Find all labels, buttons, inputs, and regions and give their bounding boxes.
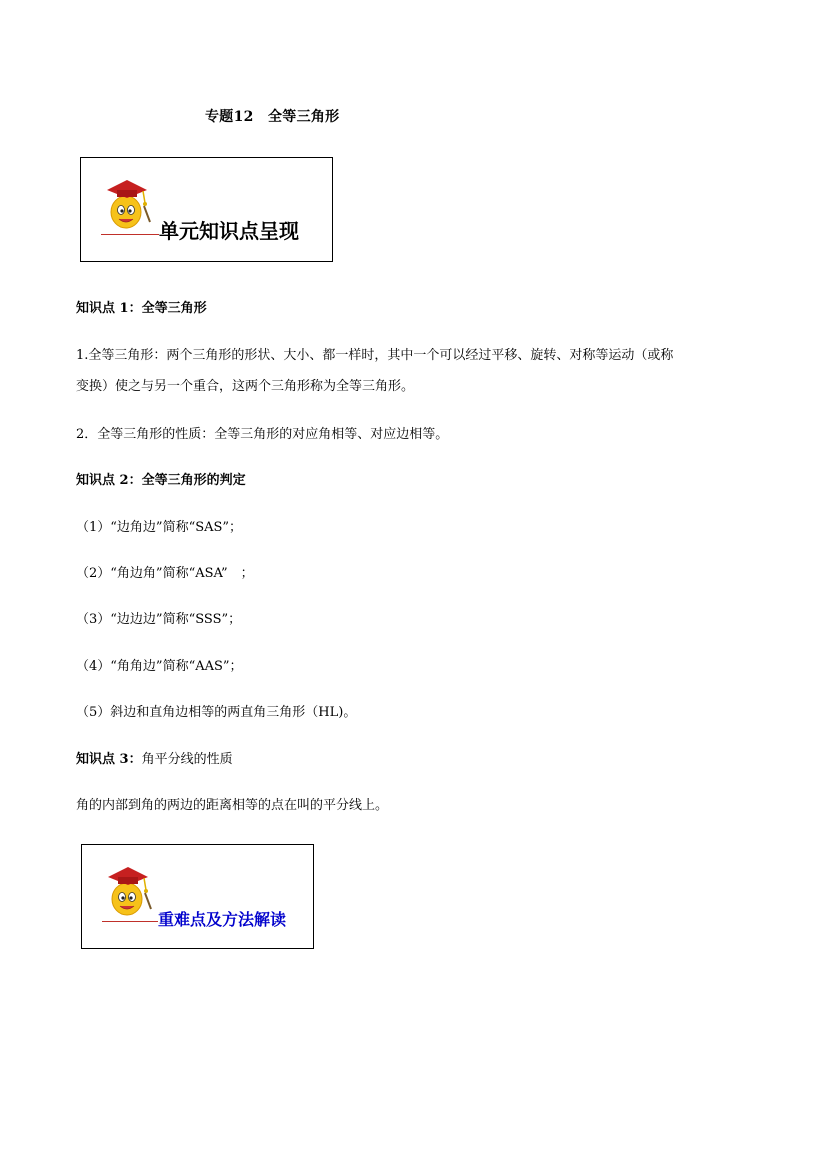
kp2-item: （3）“边边边”简称“SSS”； bbox=[76, 612, 242, 627]
kp3-text: 角的内部到角的两边的距离相等的点在叫的平分线上。 bbox=[76, 798, 389, 813]
page-title: 专题12 全等三角形 bbox=[205, 109, 340, 125]
kp3-heading-topic: 角平分线的性质 bbox=[141, 752, 233, 767]
kp2-heading: 知识点 2：全等三角形的判定 bbox=[76, 473, 246, 488]
kp2-item: （4）“角角边”简称“AAS”； bbox=[76, 659, 243, 674]
kp3-heading-label: 知识点 3： bbox=[76, 752, 142, 767]
graduate-mascot-icon bbox=[100, 859, 158, 921]
kp2-item: （2）“角边角”简称“ASA” ； bbox=[76, 566, 254, 581]
kp1-heading: 知识点 1：全等三角形 bbox=[76, 301, 207, 316]
banner-title: 重难点及方法解读 bbox=[158, 910, 287, 929]
kp2-item: （1）“边角边”简称“SAS”； bbox=[76, 520, 243, 535]
kp1-paragraph-line2: 变换）使之与另一个重合，这两个三角形称为全等三角形。 bbox=[76, 379, 415, 394]
section-banner-knowledge bbox=[80, 157, 333, 262]
kp1-property: 2．全等三角形的性质：全等三角形的对应角相等、对应边相等。 bbox=[76, 427, 449, 442]
banner-underline bbox=[101, 234, 159, 235]
banner-underline bbox=[102, 921, 158, 922]
graduate-mascot-icon bbox=[99, 172, 157, 234]
kp2-item: （5）斜边和直角边相等的两直角三角形（HL)。 bbox=[76, 705, 357, 720]
section-banner-methods bbox=[81, 844, 314, 949]
kp1-paragraph-line1: 1.全等三角形：两个三角形的形状、大小、都一样时，其中一个可以经过平移、旋转、对称等运动（或称 bbox=[76, 348, 674, 363]
banner-title: 单元知识点呈现 bbox=[159, 219, 299, 243]
kp3-heading bbox=[76, 748, 233, 767]
